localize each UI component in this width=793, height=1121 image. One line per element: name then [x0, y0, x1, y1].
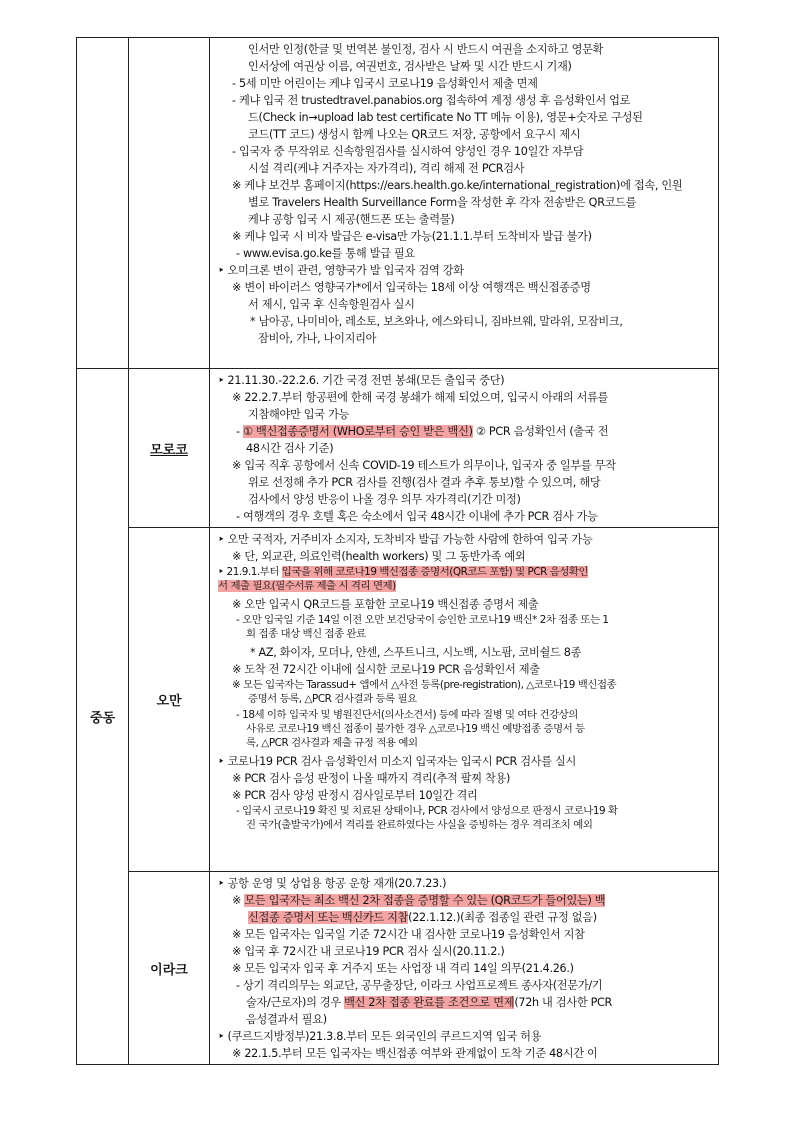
- text-line: ※ 도착 전 72시간 이내에 실시한 코로나19 PCR 음성확인서 제출: [232, 663, 540, 676]
- text-span: -: [236, 425, 243, 438]
- text-line: - 여행객의 경우 호텔 혹은 숙소에서 입국 48시간 이내에 추가 PCR 검사 가능: [236, 510, 598, 523]
- text-span: ② PCR 음성확인서 (출국 전: [472, 425, 609, 438]
- text-line: - 케냐 입국 전 trustedtravel.panabios.org 접속하여 계정 생성 후 음성확인서 업로: [232, 94, 631, 107]
- text-line: 코드(TT 코드) 생성시 함께 나오는 QR코드 저장, 공항에서 요구시 제시: [248, 128, 581, 141]
- text-line: ※ 변이 바이러스 영향국가*에서 입국하는 18세 이상 여행객은 백신접종증명: [232, 281, 591, 294]
- text-line: ※ PCR 검사 음성 판정이 나올 때까지 격리(추적 팔찌 착용): [232, 772, 511, 785]
- text-line: 48시간 검사 기준): [246, 442, 334, 455]
- text-span: (72h 내 검사한 PCR: [514, 996, 613, 1009]
- oman-content: [210, 528, 719, 872]
- text-line: - 18세 이하 입국자 및 병원진단서(의사소견서) 등에 따라 질병 및 여타 건강상의: [236, 709, 578, 721]
- text-line: ※ 22.2.7.부터 항공편에 한해 국경 봉쇄가 해제 되었으며, 입국시 아래의 서류를: [232, 391, 609, 404]
- text-line: 별로 Travelers Health Surveillance Form을 작성한 후 각자 전송받은 QR코드를: [248, 196, 637, 209]
- highlighted-text: 모든 입국자는 최소 백신 2차 접종을 증명할 수 있는 (QR코드가 들어있는) 백: [244, 894, 606, 907]
- text-line: ※ 22.1.5.부터 모든 입국자는 백신접종 여부와 관계없이 도착 기준 48시간 이: [232, 1047, 598, 1060]
- highlighted-text: 신접종 증명서 또는 백신카드 지참: [248, 911, 409, 924]
- text-line: [218, 892, 712, 909]
- text-line: * AZ, 화이자, 모더나, 얀센, 스푸트니크, 시노백, 시노팜, 코비쉴드 8종: [250, 646, 582, 659]
- text-line: [218, 909, 712, 926]
- text-span: ‣ 21.9.1.부터: [218, 566, 282, 578]
- table-row-oman: [77, 528, 719, 872]
- text-line: 위로 선정해 추가 PCR 검사를 진행(검사 결과 추후 통보)할 수 있으며, 해당: [248, 476, 601, 489]
- table-row-iraq: [77, 872, 719, 1065]
- text-line: ‣ (쿠르드지방정부)21.3.8.부터 모든 외국인의 쿠르드지역 입국 허용: [218, 1030, 542, 1043]
- highlighted-text: 서 제출 필요(필수서류 제출 시 격리 면제): [218, 580, 396, 592]
- text-line: ※ 케냐 입국 시 비자 발급은 e-visa만 가능(21.1.1.부터 도착비자 발급 불가): [232, 230, 592, 243]
- highlighted-text: 백신 2차 접종 완료를 조건으로 면제: [344, 996, 515, 1009]
- text-line: * 남아공, 나미비아, 레소토, 보츠와나, 에스와티니, 짐바브웨, 말라위, 모잠비크,: [250, 315, 623, 328]
- text-line: [218, 994, 712, 1011]
- table-row-kenya: [77, 38, 719, 369]
- text-line: 지참해야만 입국 가능: [248, 408, 350, 421]
- text-line: 서 제시, 입국 후 신속항원검사 실시: [248, 298, 415, 311]
- highlighted-text: ① 백신접종증명서 (WHO로부터 승인 받은 백신): [243, 425, 473, 438]
- country-cell-empty: [129, 38, 210, 369]
- country-label-morocco: 모로코: [150, 442, 188, 458]
- text-span: (22.1.12.)(최종 접종일 관련 규정 없음): [408, 911, 597, 924]
- text-line: [218, 565, 712, 579]
- text-line: ‣ 21.11.30.-22.2.6. 기간 국경 전면 봉쇄(모든 출입국 중단): [218, 374, 505, 387]
- table-row-morocco: [77, 369, 719, 528]
- text-line: - 입국시 코로나19 확진 및 치료된 상태이나, PCR 검사에서 양성으로 판정시 코로나19 확: [236, 805, 618, 817]
- text-line: 인서만 인정(한글 및 번역본 불인정, 검사 시 반드시 여권을 소지하고 영문확: [248, 43, 604, 56]
- region-cell: [77, 369, 129, 1065]
- country-cell-oman: [129, 528, 210, 872]
- region-label: 중동: [89, 711, 116, 726]
- country-label-oman: 오만: [156, 694, 182, 709]
- text-line: - www.evisa.go.ke를 통해 발급 필요: [236, 247, 415, 260]
- text-line: ‣ 공항 운영 및 상업용 항공 운항 재개(20.7.23.): [218, 877, 447, 890]
- iraq-content: [210, 872, 719, 1065]
- text-line: 시설 격리(케냐 거주자는 자가격리), 격리 해제 전 PCR검사: [248, 162, 525, 175]
- text-line: - 5세 미만 어린이는 케냐 입국시 코로나19 음성확인서 제출 면제: [232, 77, 538, 90]
- text-line: 음성결과서 필요): [246, 1013, 327, 1026]
- text-line: [218, 423, 712, 440]
- country-label-iraq: 이라크: [150, 962, 188, 978]
- text-span: ※: [232, 894, 245, 907]
- country-cell-iraq: [129, 872, 210, 1065]
- text-line: ‣ 코로나19 PCR 검사 음성확인서 미소지 입국자는 입국시 PCR 검사를 실시: [218, 755, 577, 768]
- text-line: 증명서 등록, △PCR 검사결과 등록 필요: [248, 693, 417, 705]
- highlighted-text: 입국을 위해 코로나19 백신접종 증명서(QR코드 포함) 및 PCR 음성확인: [281, 566, 589, 578]
- text-line: ※ 입국 후 72시간 내 코로나19 PCR 검사 실시(20.11.2.): [232, 945, 505, 958]
- text-span: 술자/근로자)의 경우: [246, 996, 345, 1009]
- text-line: ‣ 오만 국적자, 거주비자 소지자, 도착비자 발급 가능한 사람에 한하여 입국 가능: [218, 533, 593, 546]
- text-line: 인서상에 여권상 이름, 여권번호, 검사받은 날짜 및 시간 반드시 기재): [248, 60, 572, 73]
- kenya-content: [210, 38, 719, 369]
- text-line: 케냐 공항 입국 시 제공(핸드폰 또는 출력물): [248, 213, 455, 226]
- text-line: ※ 오만 입국시 QR코드를 포함한 코로나19 백신접종 증명서 제출: [232, 598, 539, 611]
- text-line: - 상기 격리의무는 외교단, 공무출장단, 이라크 사업프로젝트 종사자(전문가/기: [236, 979, 603, 992]
- text-line: ※ 모든 입국자는 Tarassud+ 앱에서 △사전 등록(pre-registration), △코로나19 백신접종: [232, 679, 617, 691]
- country-cell-morocco: [129, 369, 210, 528]
- region-cell-empty: [77, 38, 129, 369]
- text-line: 드(Check in→upload lab test certificate No TT 메뉴 이용), 영문+숫자로 구성된: [248, 111, 643, 124]
- text-line: 검사에서 양성 반응이 나올 경우 의무 자가격리(기간 미정): [248, 493, 521, 506]
- text-line: - 입국자 중 무작위로 신속항원검사를 실시하여 양성인 경우 10일간 자부담: [232, 145, 584, 158]
- text-line: 사유로 코로나19 백신 접종이 불가한 경우 △코로나19 백신 예방접종 증명서 등: [246, 723, 585, 735]
- country-entry-table: [76, 37, 719, 1065]
- text-line: 잠비아, 가나, 나이지리아: [258, 332, 377, 345]
- morocco-content: [210, 369, 719, 528]
- text-line: ‣ 오미크론 변이 관련, 영향국가 발 입국자 검역 강화: [218, 264, 464, 277]
- text-line: ※ 모든 입국자 입국 후 거주지 또는 사업장 내 격리 14일 의무(21.4.26.): [232, 962, 574, 975]
- text-line: ※ 케냐 보건부 홈페이지(https://ears.health.go.ke/international_registration)에 접속, 인원: [232, 179, 683, 192]
- text-line: ※ PCR 검사 양성 판정시 검사일로부터 10일간 격리: [232, 789, 478, 802]
- text-line: [218, 579, 712, 593]
- text-line: 회 접종 대상 백신 접종 완료: [246, 628, 366, 640]
- text-line: ※ 입국 직후 공항에서 신속 COVID-19 테스트가 의무이나, 입국자 중 일부를 무작: [232, 459, 616, 472]
- text-line: 록, △PCR 검사결과 제출 규정 적용 예외: [246, 737, 418, 749]
- text-line: ※ 단, 외교관, 의료인력(health workers) 및 그 동반가족 예외: [232, 550, 526, 563]
- text-line: ※ 모든 입국자는 입국일 기준 72시간 내 검사한 코로나19 음성확인서 지참: [232, 928, 585, 941]
- text-line: 진 국가(출발국가)에서 격리를 완료하였다는 사실을 증빙하는 경우 격리조치 예외: [246, 819, 593, 831]
- text-line: - 오만 입국일 기준 14일 이전 오만 보건당국이 승인한 코로나19 백신* 2차 접종 또는 1: [236, 614, 609, 626]
